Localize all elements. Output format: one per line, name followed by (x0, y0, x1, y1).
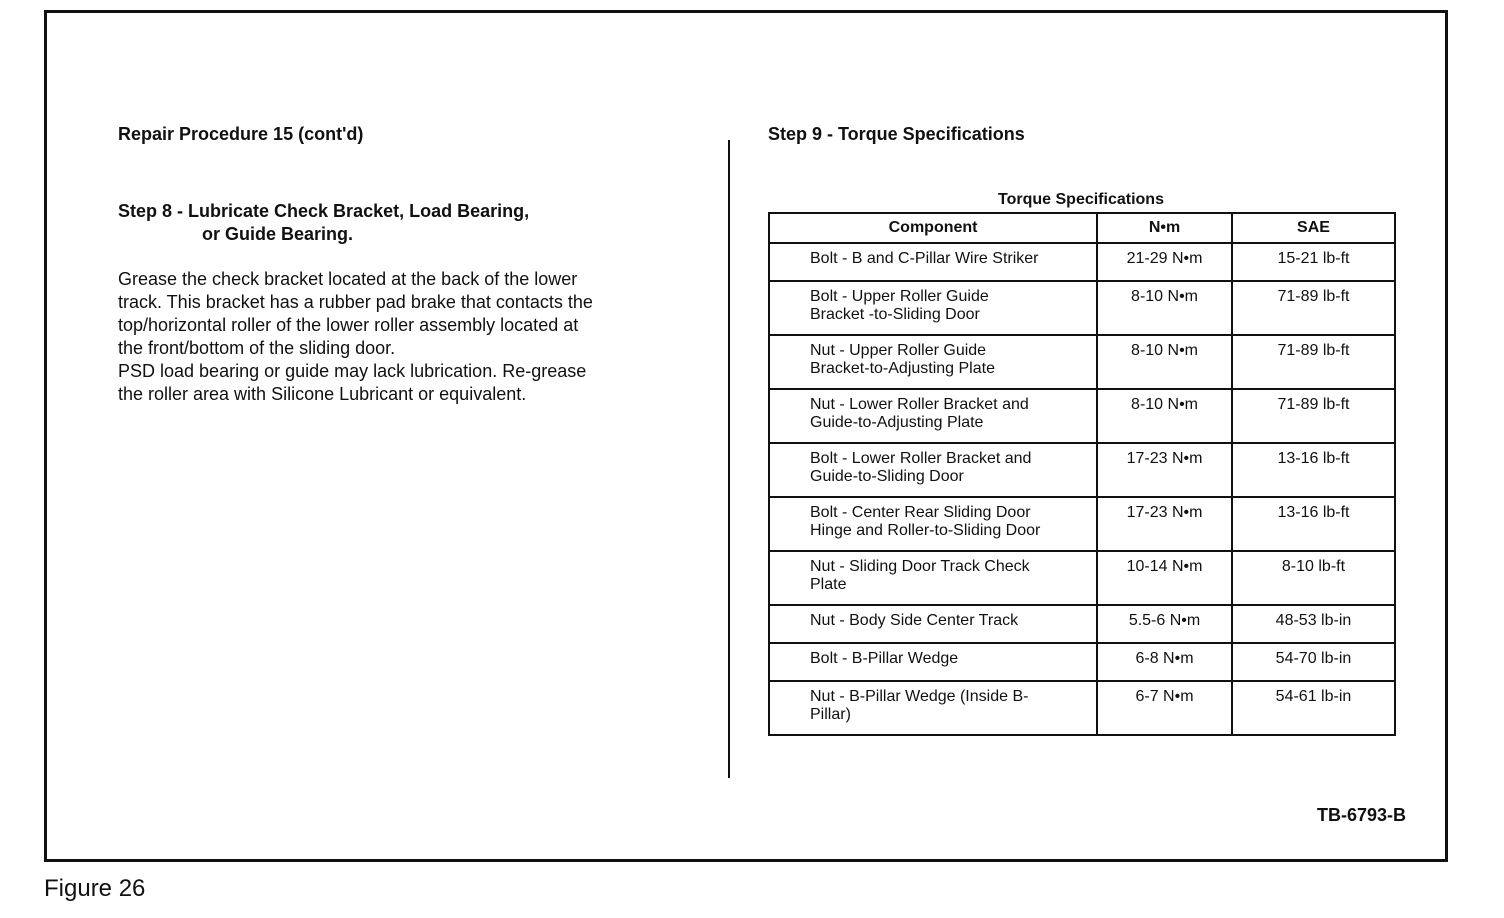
component-line1: Bolt - Center Rear Sliding Door (810, 504, 1031, 521)
cell-component (769, 335, 1097, 389)
cell-component (769, 643, 1097, 681)
table-header-row (769, 213, 1395, 243)
component-line2: Bracket-to-Adjusting Plate (810, 360, 995, 377)
cell-component (769, 605, 1097, 643)
step8-body-line: PSD load bearing or guide may lack lubrication. Re-grease (118, 361, 587, 381)
component-line2: Hinge and Roller-to-Sliding Door (810, 522, 1041, 539)
step8-heading-line2: or Guide Bearing. (202, 224, 354, 244)
step8-heading (118, 200, 529, 246)
cell-sae: 48-53 lb-in (1232, 605, 1395, 643)
step8-body-line: Grease the check bracket located at the back of the lower (118, 269, 578, 289)
cell-sae: 54-61 lb-in (1232, 681, 1395, 735)
table-row (769, 281, 1395, 335)
component-line1: Bolt - B and C-Pillar Wire Striker (810, 250, 1039, 267)
cell-component (769, 281, 1097, 335)
step8-heading-line1: Step 8 - Lubricate Check Bracket, Load Bearing, (118, 201, 530, 221)
component-line1: Nut - B-Pillar Wedge (Inside B- (810, 688, 1029, 705)
cell-nm: 8-10 N•m (1097, 389, 1232, 443)
table-row (769, 497, 1395, 551)
table-row (769, 443, 1395, 497)
table-row (769, 681, 1395, 735)
component-line1: Bolt - Lower Roller Bracket and (810, 450, 1032, 467)
header-nm: N•m (1097, 213, 1232, 243)
cell-nm: 6-7 N•m (1097, 681, 1232, 735)
cell-sae: 13-16 lb-ft (1232, 443, 1395, 497)
step8-body-line: top/horizontal roller of the lower roller assembly located at (118, 315, 579, 335)
component-line2: Guide-to-Adjusting Plate (810, 414, 984, 431)
cell-nm: 17-23 N•m (1097, 497, 1232, 551)
component-line1: Nut - Upper Roller Guide (810, 342, 987, 359)
column-divider (728, 140, 730, 778)
component-line1: Bolt - Upper Roller Guide (810, 288, 989, 305)
table-caption: Torque Specifications (998, 191, 1164, 208)
document-id: TB-6793-B (1316, 805, 1406, 825)
component-line2: Guide-to-Sliding Door (810, 468, 964, 485)
cell-sae: 54-70 lb-in (1232, 643, 1395, 681)
cell-sae: 15-21 lb-ft (1232, 243, 1395, 281)
cell-component (769, 243, 1097, 281)
table-row (769, 551, 1395, 605)
component-line1: Nut - Lower Roller Bracket and (810, 396, 1029, 413)
cell-component (769, 443, 1097, 497)
figure-label: Figure 26 (44, 875, 146, 902)
component-line1: Nut - Sliding Door Track Check (810, 558, 1030, 575)
step8-body (118, 268, 718, 406)
header-component: Component (769, 213, 1097, 243)
cell-nm: 8-10 N•m (1097, 335, 1232, 389)
cell-sae: 8-10 lb-ft (1232, 551, 1395, 605)
cell-nm: 10-14 N•m (1097, 551, 1232, 605)
component-line1: Bolt - B-Pillar Wedge (810, 650, 959, 667)
cell-nm: 17-23 N•m (1097, 443, 1232, 497)
step8-body-line: the roller area with Silicone Lubricant or equivalent. (118, 384, 527, 404)
cell-sae: 71-89 lb-ft (1232, 281, 1395, 335)
header-sae: SAE (1232, 213, 1395, 243)
component-line2: Bracket -to-Sliding Door (810, 306, 980, 323)
step8-body-line: the front/bottom of the sliding door. (118, 338, 396, 358)
cell-sae: 13-16 lb-ft (1232, 497, 1395, 551)
step8-body-line: track. This bracket has a rubber pad brake that contacts the (118, 292, 593, 312)
cell-sae: 71-89 lb-ft (1232, 389, 1395, 443)
table-row (769, 605, 1395, 643)
table-row (769, 243, 1395, 281)
cell-component (769, 497, 1097, 551)
component-line2: Pillar) (810, 706, 851, 723)
cell-nm: 8-10 N•m (1097, 281, 1232, 335)
cell-nm: 6-8 N•m (1097, 643, 1232, 681)
table-row (769, 335, 1395, 389)
table-row (769, 643, 1395, 681)
component-line2: Plate (810, 576, 847, 593)
step9-heading: Step 9 - Torque Specifications (768, 124, 1025, 144)
cell-component (769, 389, 1097, 443)
cell-sae: 71-89 lb-ft (1232, 335, 1395, 389)
table-row (769, 389, 1395, 443)
cell-nm: 5.5-6 N•m (1097, 605, 1232, 643)
cell-component (769, 681, 1097, 735)
cell-nm: 21-29 N•m (1097, 243, 1232, 281)
component-line1: Nut - Body Side Center Track (810, 612, 1019, 629)
torque-table (768, 212, 1396, 736)
cell-component (769, 551, 1097, 605)
procedure-title: Repair Procedure 15 (cont'd) (118, 124, 364, 144)
